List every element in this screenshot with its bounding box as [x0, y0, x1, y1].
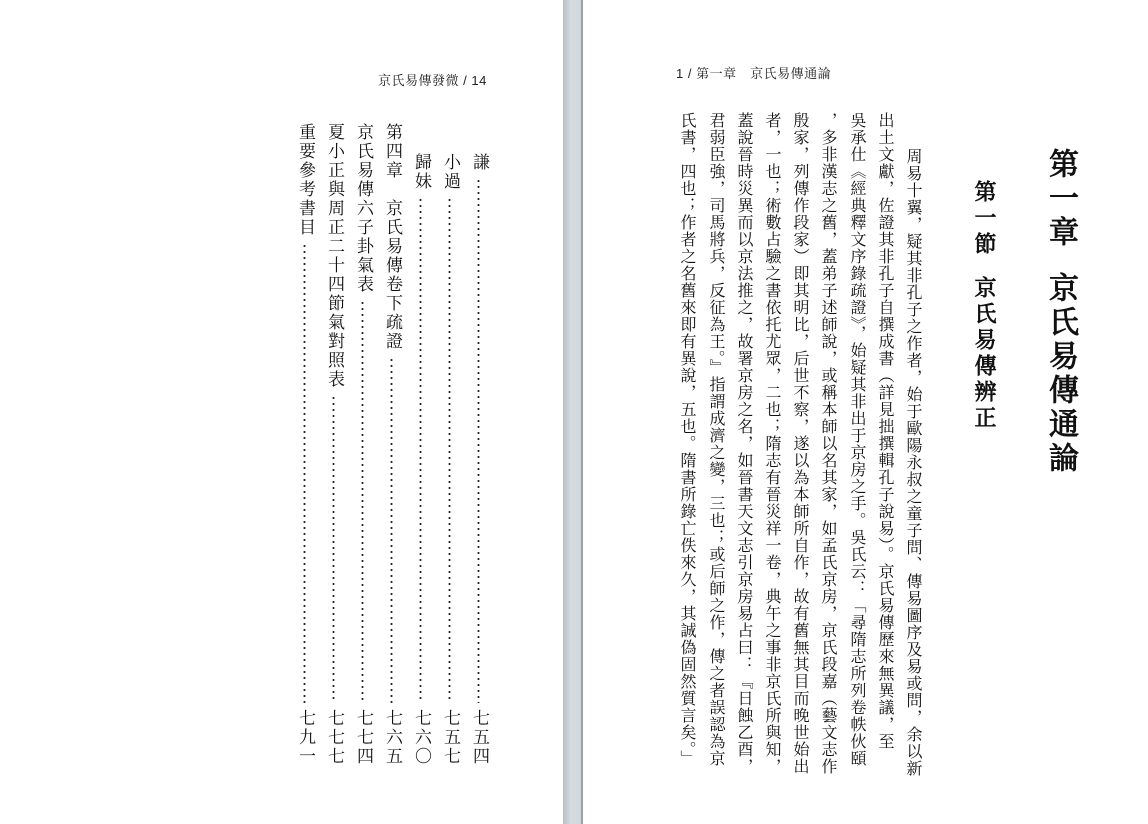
toc-entry-title: 歸妹: [411, 153, 431, 191]
dot-leader: [477, 178, 480, 703]
text-column: 蓋說晉時災異而以京法推之，故署京房之名，如晉書天文志引京房易占曰：『日蝕乙酉，: [735, 112, 754, 775]
toc-entry[interactable]: [470, 153, 487, 766]
toc-entry-page: 七七四: [353, 709, 373, 766]
toc-entry[interactable]: [412, 153, 429, 766]
toc-entry-page: 七六〇: [411, 709, 431, 766]
text-column: 殷家，列傳作段家）即其明比，后世不察，遂以為本師所自作，故有舊無其目而晚世始出: [791, 112, 810, 775]
section-heading: [969, 180, 1000, 432]
toc-entry-title: 京氏易傳六子卦氣表: [353, 123, 373, 294]
toc-entry-page: 七五七: [440, 709, 460, 766]
left-page: [0, 0, 563, 824]
toc-entry[interactable]: [296, 123, 313, 766]
text-column: 氏書，四也；作者之名舊來即有異說，五也。隋書所錄亡佚來久，其誠偽固然質言矣。」: [678, 112, 697, 767]
toc-entry-title: 重要參考書目: [295, 123, 315, 237]
chapter-title: 京氏易傳通論: [1043, 272, 1078, 476]
text-column: 者，一也；術數占驗之書依托尤眾，二也；隋志有晉災祥一卷，典午之事非京氏所與知，: [763, 112, 782, 775]
toc-entry-page: 七九一: [295, 709, 315, 766]
section-title: 京氏易傳辨正: [971, 276, 997, 432]
toc-entry[interactable]: [441, 153, 458, 766]
dot-leader: [448, 197, 451, 703]
text-column: 出土文獻，佐證其非孔子自撰成書（詳見拙撰輯孔子說易）。京氏易傳歷來無異議，至: [876, 112, 895, 750]
section-number: 第一節: [971, 180, 997, 258]
dot-leader: [390, 357, 393, 703]
chapter-heading: [1038, 148, 1082, 476]
toc-entry-page: 七五四: [469, 709, 489, 766]
toc-entry-title: 謙: [469, 153, 489, 172]
running-head: 1 / 第一章 京氏易傳通論: [676, 66, 832, 81]
toc-entry-title: 小過: [440, 153, 460, 191]
toc-entry-title: 第四章 京氏易傳卷下疏證: [382, 123, 402, 351]
toc-entry-title: 夏小正與周正二十四節氣對照表: [324, 123, 344, 389]
text-column: ，多非漢志之舊，蓋弟子述師說，或稱本師以名其家，如孟氏京房，京氏段嘉（藝文志作: [819, 112, 838, 775]
text-column: 君弱臣強，司馬將兵，反征為王。』指謂成濟之變，三也；或后師之作，傳之者誤認為京: [707, 112, 726, 767]
dot-leader: [303, 243, 306, 703]
toc-entry-page: 七六五: [382, 709, 402, 766]
dot-leader: [332, 395, 335, 703]
dot-leader: [419, 197, 422, 703]
text-column: 周易十翼，疑其非孔子之作者，始于歐陽永叔之童子問、傳易圖序及易或問，余以新: [904, 148, 923, 777]
running-head: 京氏易傳發微 / 14: [378, 73, 487, 88]
page-gutter: [563, 0, 583, 824]
chapter-number: 第一章: [1043, 148, 1078, 250]
toc-entry-page: 七七七: [324, 709, 344, 766]
toc-entry[interactable]: [354, 123, 371, 766]
toc-entry[interactable]: [325, 123, 342, 766]
text-column: 吳承仕《經典釋文序錄疏證》，始疑其非出于京房之手。吳氏云：「尋隋志所列卷帙伙頤: [848, 112, 867, 767]
toc-entry[interactable]: [383, 123, 400, 766]
dot-leader: [361, 300, 364, 703]
